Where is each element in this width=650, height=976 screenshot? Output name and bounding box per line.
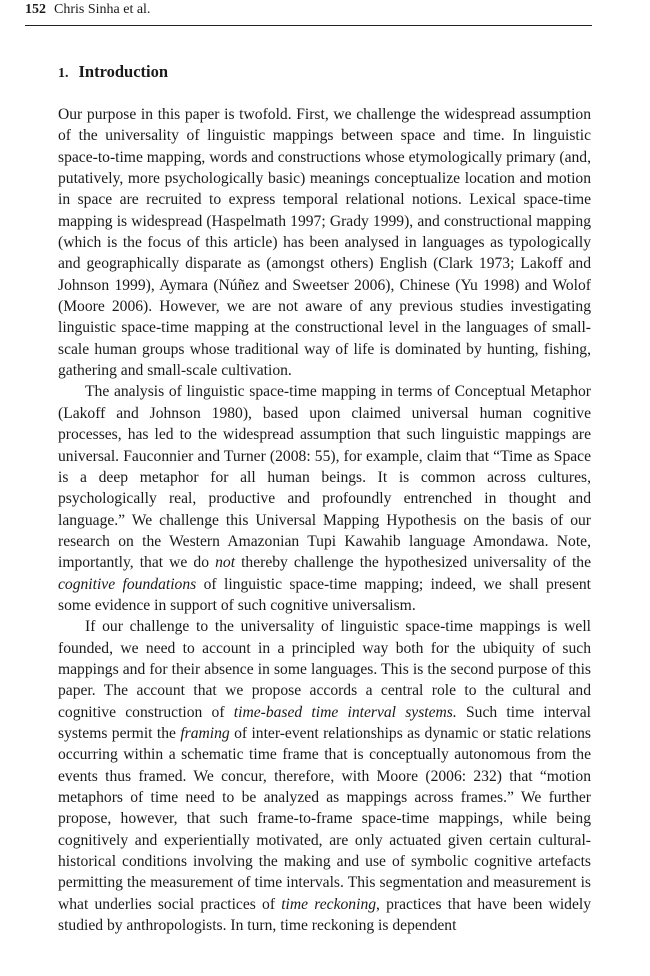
italic-text: time reckoning: [281, 895, 377, 913]
italic-text: framing: [180, 724, 230, 742]
section-number: 1.: [58, 66, 69, 81]
paragraph: [58, 381, 591, 616]
paragraph: [58, 104, 591, 381]
paragraph-text: of inter-event relationships as dynamic or static relations occurring within a schematic time frame that is conceptually autonomous from the events thus framed. We concur, therefore, with Moore (2006: 232) that “motion metaphors of time need to be analyzed as mappings across frames.” We further propose, however, that such frame-to-frame space-time mappings, while being cognitively and experientially motivated, are only actuated given certain cultural-historical conditions involving the making and use of symbolic cognitive artefacts permitting the measurement of time intervals. This segmentation and measurement is what underlies social practices of: [58, 724, 591, 913]
page-number: 152: [25, 2, 46, 17]
paragraph-text: Such time interval systems permit the: [58, 703, 591, 742]
italic-text: cognitive foundations: [58, 575, 197, 593]
body-text: [58, 104, 591, 936]
paragraph-text: If our challenge to the universality of linguistic space-time mappings is well founded, we need to account in a principled way both for the ubiquity of such mappings and for their absence in some languages. This is the second purpose of this paper. The account that we propose accords a central role to the cultural and cognitive construction of: [58, 618, 591, 721]
italic-text: not: [215, 554, 236, 572]
section-title: Introduction: [78, 62, 169, 81]
paragraph-text: , practices that have been widely studied by anthropologists. In turn, time reckoning is dependent: [58, 895, 592, 935]
section-heading: [58, 61, 168, 85]
paragraph-text: thereby challenge the hypothesized universality of the: [235, 554, 592, 572]
paragraph-text: The analysis of linguistic space-time mapping in terms of Conceptual Metaphor (Lakoff and Johnson 1980), based upon claimed universal human cognitive processes, has led to the widespread assumption that such linguistic mappings are universal. Fauconnier and Turner (2008: 55), for example, claim that “Time as Space is a deep metaphor for all human beings. It is common across cultures, psychologically real, productive and profoundly entrenched in thought and language.” We challenge this Universal Mapping Hypothesis on the basis of our research on the Western Amazonian Tupi Kawahib language Amondawa. Note, importantly, that we do: [58, 383, 591, 572]
paragraph-text: of linguistic space-time mapping; indeed, we shall present some evidence in support of such cognitive universalism.: [58, 575, 591, 614]
paragraph-text: Our purpose in this paper is twofold. First, we challenge the widespread assumption of the universality of linguistic mappings between space and time. In linguistic space-to-time mapping, words and constructions whose etymologically primary (and, putatively, more psychologically basic) meanings conceptualize location and motion in space are recruited to express temporal relational notions. Lexical space-time mapping is widespread (Haspelmath 1997; Grady 1999), and constructional mapping (which is the focus of this article) has been analysed in languages as typologically and geographically disparate as (amongst others) English (Clark 1973; Lakoff and Johnson 1999), Aymara (Núñez and Sweetser 2006), Chinese (Yu 1998) and Wolof (Moore 2006). However, we are not aware of any previous studies investigating linguistic space-time mapping at the constructional level in the languages of small-scale human groups whose traditional way of life is dominated by hunting, fishing, gathering and small-scale cultivation.: [58, 106, 591, 380]
italic-text: time-based time interval systems.: [233, 703, 457, 721]
running-head: [25, 0, 592, 26]
running-head-author: Chris Sinha et al.: [54, 2, 151, 17]
paragraph: [58, 616, 591, 936]
